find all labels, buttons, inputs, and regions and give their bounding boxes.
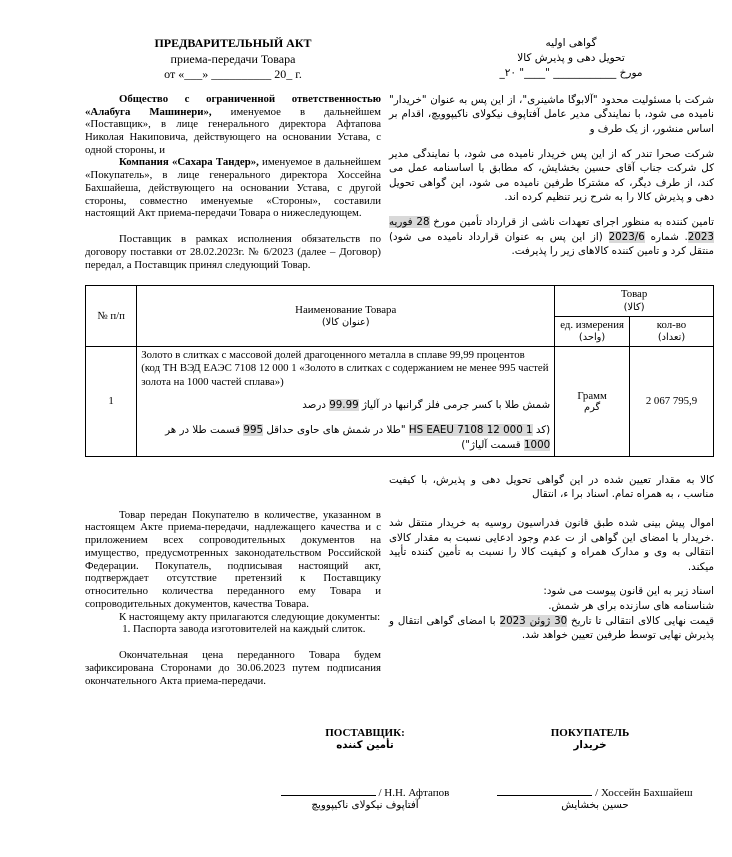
- table-row: [86, 346, 714, 456]
- row-unit: Грамм گرم: [555, 346, 630, 456]
- buyer-name-bold: Компания «Сахара Тандер»,: [119, 156, 259, 169]
- buyer-label-ru: ПОКУПАТЕЛЬ: [550, 727, 630, 740]
- doc-date-line-ru: от «___» __________ 20_ г.: [164, 67, 302, 82]
- goods-name-fa-line2: (کد HS EAEU 7108 12 000 1 "طلا در شمش های حاوی حداقل 995 قسمت طلا در هر 1000 قسمت آلیاژ"): [165, 423, 551, 452]
- doc-title-ru: ПРЕДВАРИТЕЛЬНЫЙ АКТ: [154, 36, 312, 50]
- supplier-label-block: [250, 727, 480, 751]
- paragraph-supplier-ru: Общество с ограниченной ответственностью «Алабуга Машинери», именуемое в дальнейшем «Поставщик», в лице генерального директора Афтапова Николая Накиповича, действующего на основании Устава, с одной стороны, и: [85, 92, 381, 156]
- col-header-unit: ед. измерения (واحد): [555, 317, 630, 347]
- row-quantity: 2 067 795,9: [629, 346, 713, 456]
- document-header: [85, 36, 714, 83]
- paragraph-supplier-fa: شرکت با مسئولیت محدود "آلابوگا ماشینری"، از این پس به عنوان "خریدار" نامیده می شود، با نمایندگی مدیر عامل آفتاپوف نیکولای ناکیپوویچ، اقدام بر اساس منشور، از یک طرف و: [389, 93, 714, 135]
- russian-column: [85, 93, 381, 272]
- attached-documents-list: [85, 623, 381, 636]
- list-item-passport: 1. Паспорта завода изготовителей на каждый слиток.: [133, 623, 381, 636]
- highlighted-hs-code: HS EAEU 7108 12 000 1: [408, 423, 533, 436]
- paragraph-acceptance-fa: اموال پیش بینی شده طبق قانون فدراسیون روسیه به خریدار منتقل شد .خریدار با امضای این گواهی از ت عدم وجود ادعایی نسبت به مقدار کالای انتقالی به وی و مدارک همراه و کیفیت کالا را نسبت به تأمین کننده تأیید میکند.: [389, 516, 714, 573]
- buyer-signature-underline: [497, 785, 592, 796]
- col-header-num: № п/п: [86, 286, 137, 347]
- supplier-signatory-fa: آفتاپوف نیکولای ناکیپوویچ: [311, 799, 419, 812]
- highlighted-purity: 99.99: [329, 399, 359, 412]
- highlighted-deadline-date: 30 ژوئن 2023: [499, 614, 568, 627]
- paragraph-contract-ru: Поставщик в рамках исполнения обязательств по договору поставки от 28.02.2023г. № 6/2023 (далее – Договор) передал, а Поставщик принял следующий Товар.: [85, 233, 381, 271]
- doc-title-fa: گواهی اولیه: [545, 37, 597, 49]
- col-header-tovar: Товар (کالا): [555, 286, 714, 317]
- doc-subtitle-fa: تحویل دهی و پذیرش کالا: [517, 52, 625, 65]
- paragraph-buyer-ru: Компания «Сахара Тандер», именуемое в дальнейшем «Покупатель», в лице генерального директора Хоссейна Бахшайеша, действующего на основании Устава, с другой стороны, совместно именуемые «Стороны», составили настоящий Акт приема-передачи Товара о нижеследующем.: [85, 156, 381, 220]
- buyer-label-fa: خریدار: [573, 739, 607, 752]
- buyer-label-block: [485, 727, 695, 751]
- goods-name-ru-line2: (код ТН ВЭД ЕАЭС 7108 12 000 1 «Золото в слитках с содержанием не менее 995 частей золота на 1000 частей сплава»): [141, 362, 549, 388]
- supplier-name-bold: Общество с ограниченной ответственностью «Алабуга Машинери»,: [85, 92, 381, 118]
- buyer-signatory-ru: / Хоссейн Бахшайеш: [595, 787, 693, 800]
- highlighted-contract-number: 2023/6: [608, 230, 645, 243]
- highlighted-995: 995: [243, 423, 264, 436]
- paragraph-documents-ru: К настоящему акту прилагаются следующие документы:: [119, 610, 381, 623]
- persian-column: [389, 93, 714, 272]
- paragraph-buyer-fa: شرکت صحرا تندر که از این پس خریدار نامیده می شود، با نمایندگی مدیر کل شرکت جناب آقای حسین بخشایش، که مطابق با اساسنامه عمل می کند، از طرف دیگر، که مشترکا طرفین نامیده می شود، این گواهی تحویل دهی و پذیرش کالا را به شرح زیر تنظیم کرده اند.: [389, 147, 714, 204]
- buyer-signatory-fa: حسین بخشایش: [561, 799, 629, 812]
- supplier-label-fa: تأمین کننده: [336, 739, 394, 752]
- supplier-label-ru: ПОСТАВЩИК:: [325, 727, 405, 740]
- highlighted-1000: 1000: [523, 439, 551, 452]
- paragraph-documents-fa: اسناد زیر به این قانون پیوست می شود:: [543, 585, 714, 598]
- paragraph-final-price-ru: Окончательная цена переданного Товара будем зафиксирована Сторонами до 30.06.2023 путем подписания окончательного Акта приема-передачи.: [85, 649, 381, 687]
- doc-date-line-fa: مورخ ____________ "____" ۲۰_: [499, 67, 643, 80]
- row-goods-name: [137, 346, 555, 456]
- doc-subtitle-ru: приема-передачи Товара: [170, 51, 296, 66]
- paragraph-contract-fa: تامین کننده به منظور اجرای تعهدات ناشی از قرارداد تأمین مورخ 28 فوریه 2023. شماره 2023/6 (از این پس به عنوان قرارداد نامیده می شود) منتقل کرد و تامین کننده کالاهای زیر را پذیرفت.: [389, 216, 715, 258]
- persian-closing-column: [389, 473, 714, 688]
- preamble-section: [85, 93, 714, 272]
- paragraph-goods-quality-fa: کالا به مقدار تعیین شده در این گواهی تحویل دهی و پذیرش، با کیفیت مناسب ، به همراه تمام. اسناد برا ء، انتقال: [389, 473, 714, 501]
- paragraph-acceptance-ru: Товар передан Покупателю в количестве, указанном в настоящем Акте приема-передачи, надлежащего качества и с приложением всех сопроводительных документов на имущество, предусмотренных законодательством Российской Федерации. Покупатель, подписывая настоящий акт, подтверждает отсутствие претензий к Поставщику относительно количества переданного ему Товара и сопроводительных документов, качества Товара.: [85, 508, 381, 610]
- header-fa: [441, 36, 701, 83]
- supplier-signature-block: [225, 785, 505, 811]
- supplier-signatory-ru: / Н.Н. Афтапов: [378, 787, 450, 800]
- header-ru: [85, 36, 381, 83]
- goods-table: [85, 285, 714, 456]
- paragraph-final-price-fa: قیمت نهایی کالای انتقالی تا تاریخ 30 ژوئن 2023 با امضای گواهی انتقال و پذیرش نهایی توسط طرفین تعیین خواهد شد.: [389, 614, 714, 642]
- paragraph-passport-fa: شناسنامه های سازنده برای هر شمش.: [548, 599, 714, 612]
- closing-section: [85, 473, 714, 688]
- row-number: 1: [86, 346, 137, 456]
- goods-name-ru-line1: Золото в слитках с массовой долей драгоценного металла в сплаве 99,99 процентов: [141, 348, 525, 361]
- highlighted-date: 28 فوریه 2023: [389, 216, 714, 243]
- supplier-signature-underline: [281, 785, 376, 796]
- buyer-signature-block: [470, 785, 720, 811]
- russian-closing-column: [85, 473, 381, 688]
- col-header-qty: кол-во (تعداد): [629, 317, 713, 347]
- col-header-name: Наименование Товара (عنوان کالا): [137, 286, 555, 347]
- goods-name-fa-line1: شمش طلا با کسر جرمی فلز گرانبها در آلیاژ 99.99 درصد: [302, 399, 551, 412]
- signature-section: [85, 727, 714, 857]
